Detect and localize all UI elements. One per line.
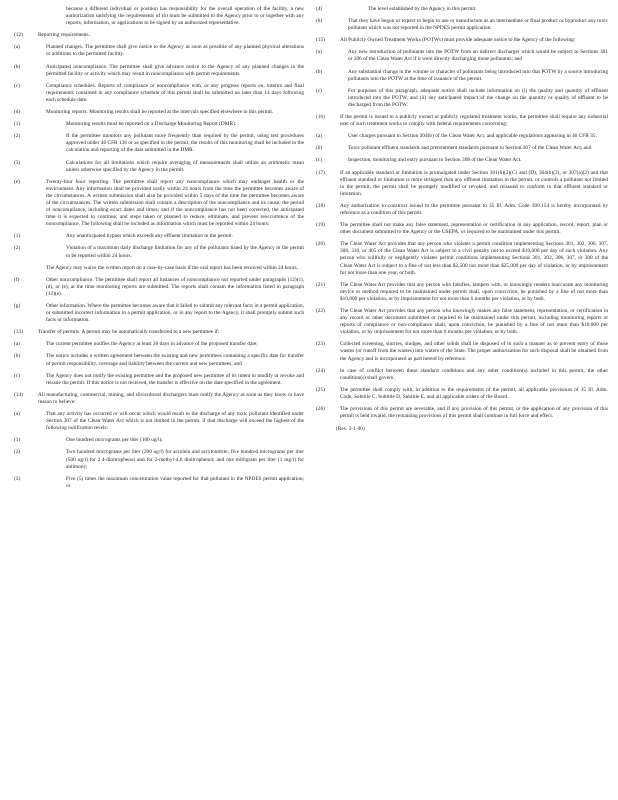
paragraph-text: Collected screening, slurries, sludges, and other solids shall be disposed of in such a manner as to prevent entry of those wastes (or runoff from the wastes) into waters of the State. The proper authorization for such disposal shall be obtained from the Agency and is incorporated as part hereof by reference. [340, 341, 608, 362]
paragraph-text: If the permit is issued to a publicly owned or publicly regulated treatment works, the permittee shall require any industrial user of such treatment works to comply with federal requirements concerning: [340, 114, 608, 128]
paragraph-l-12d1 [14, 121, 304, 128]
paragraph-number: (f) [14, 276, 20, 283]
paragraph-text: The current permittee notifies the Agency at least 30 days in advance of the proposed transfer date; [46, 341, 258, 348]
paragraph-text: Anticipated noncompliance. The permittee shall give advance notice to the Agency of any planned changes in the permitted facility or activity which may result in noncompliance with permit requirements. [46, 63, 304, 77]
paragraph-text: Any unanticipated bypass which exceeds any effluent limitation in the permit. [66, 233, 233, 240]
paragraph-text: In case of conflict between these standard conditions and any other condition(s) included in this permit, the other condition(s) shall govern. [340, 367, 608, 381]
paragraph-l-13c [14, 373, 304, 387]
paragraph-number: (b) [14, 353, 21, 360]
paragraph-text: Other noncompliance. The permittee shall report all instances of noncompliance not reported under paragraphs (12)(c), (d), or (e), at the time monitoring reports are submitted. The reports shall contain the information listed in paragraph (12)(e). [46, 276, 304, 297]
paragraph-text: The permittee shall comply with, in addition to the requirements of the permit, all applicable provisions of 35 Ill. Adm. Code, Subtitle C, Subtitle D, Subtitle E, and all applicable orders of the Board. [340, 386, 608, 400]
paragraph-l-12d3 [14, 160, 304, 174]
paragraph-text: Twenty-four hour reporting. The permittee shall report any noncompliance which may endanger health or the environment. Any information shall be provided orally within 24 hours from the time the permittee becomes aware of the circumstances. A written submission shall also be provided within 5 days of the time the permittee becomes aware of the circumstances. The written submission shall contain a description of the noncompliance and its cause; the period of noncompliance, including exact dates and times; and if the noncompliance has not been corrected, the anticipated time it is expected to continue; and steps taken or planned to reduce, eliminate, and prevent reoccurrence of the noncompliance. The following shall be included as information which must be reported within 24 hours: [46, 178, 304, 228]
paragraph-number: (c) [14, 82, 20, 89]
paragraph-number: (b) [316, 145, 323, 152]
paragraph-number: (2) [14, 245, 21, 252]
paragraph-number: (b) [316, 68, 323, 75]
paragraph-number: (16) [316, 114, 325, 121]
paragraph-r-25 [316, 387, 608, 401]
paragraph-number: (1) [14, 121, 21, 128]
paragraph-r-15b [316, 69, 608, 83]
paragraph-number: (21) [316, 281, 325, 288]
paragraph-text: Monitoring reports. Monitoring results shall be reported at the intervals specified elsewhere in this permit. [46, 109, 274, 116]
paragraph-r-17 [316, 170, 608, 198]
paragraph-r-18 [316, 203, 608, 217]
paragraph-text: Inspection, monitoring and entry pursuant to Section 308 of the Clean Water Act. [348, 157, 522, 164]
paragraph-text: The level established by the Agency in this permit. [368, 6, 477, 12]
paragraph-number: (3) [14, 475, 21, 482]
paragraph-r-16c [316, 157, 608, 164]
paragraph-r-14b [316, 18, 608, 32]
paragraph-text: The Clean Water Act provides that any person who falsifies, tampers with, or knowingly renders inaccurate any monitoring device or method required to be maintained under permit shall, upon conviction, be punished by a fine of not more than $10,000 per violation, or by imprisonment for not more than 6 months per violation, or by both. [340, 281, 608, 302]
paragraph-number: (19) [316, 222, 325, 229]
paragraph-number: (c) [14, 372, 20, 379]
paragraph-r-22 [316, 308, 608, 336]
paragraph-text: That any activity has occurred or will occur which would result in the discharge of any toxic pollutant identified under Section 307 of the Clean Water Act which is not limited in the permit, if that discharge will exceed the highest of the following notification levels: [46, 411, 304, 432]
paragraph-r-26 [316, 406, 608, 420]
paragraph-text: Any authorization to construct issued to the permittee pursuant to 35 Ill. Adm. Code 309.154 is hereby incorporated by reference as a condition of this permit. [340, 202, 608, 216]
paragraph-text: The Agency may waive the written report on a case-by-case basis if the oral report has been received within 24 hours. [46, 264, 298, 271]
paragraph-text: Two hundred micrograms per liter (200 ug/l) for acrolein and acrylonitrile; five hundred micrograms per liter (500 ug/l) for 2,4-dinitrophenol and for 2-methyl-4,6 dinitrophenol; and one milligram per liter (1 mg/l) for antimony; [66, 449, 304, 470]
paragraph-text: Toxic pollutant effluent standards and pretreatment standards pursuant to Section 307 of the Clean Water Act; and [348, 145, 592, 152]
paragraph-number: (12) [14, 32, 23, 39]
paragraph-number: (a) [14, 411, 20, 418]
paragraph-number: (a) [316, 133, 322, 140]
paragraph-number: (a) [316, 49, 322, 56]
paragraph-number: (20) [316, 241, 325, 248]
paragraph-r-23 [316, 341, 608, 362]
paragraph-l-12d2 [14, 133, 304, 154]
paragraph-r-20 [316, 241, 608, 276]
paragraph-r-19 [316, 222, 608, 236]
paragraph-number: (3) [14, 159, 21, 166]
paragraph-number: (23) [316, 341, 325, 348]
paragraph-l-14 [14, 392, 304, 406]
paragraph-l-12d [14, 109, 304, 116]
paragraph-l-14a2 [14, 449, 304, 470]
paragraph-number: (15) [316, 37, 325, 44]
paragraph-r-16 [316, 114, 608, 128]
paragraph-number: (a) [14, 44, 20, 51]
paragraph-number: (22) [316, 308, 325, 314]
paragraph-number: (2) [14, 449, 21, 456]
paragraph-text: The Clean Water Act provides that any person who knowingly makes any false statement, representation, or certification in any record or other document submitted or required to be maintained under this permit, including monitoring reports or reports of compliance or non-compliance shall, upon conviction, be punished by a fine of not more than $10,000 per violation, or by imprisonment for not more than 6 months per violation, or by both. [340, 308, 608, 336]
paragraph-r-16a [316, 133, 608, 140]
paragraph-number: (2) [14, 133, 21, 140]
paragraph-text: because a different individual or position has responsibility for the overall operation of the facility, a new authorization satisfying the requirements of (b) must be submitted to the Agency prior to or together with any reports, information, or applications to be signed by an authorized representative. [66, 6, 304, 27]
paragraph-r-16b [316, 145, 608, 152]
revision-note: (Rev. 3-1-90) [336, 426, 365, 433]
paragraph-l-14a1 [14, 437, 304, 444]
paragraph-number: (18) [316, 202, 325, 209]
paragraph-l-12c [14, 83, 304, 104]
paragraph-l-12g [14, 303, 304, 324]
paragraph-number: (1) [14, 437, 21, 444]
paragraph-l-12a [14, 44, 304, 58]
paragraph-text: If the permittee monitors any pollutant more frequently than required by the permit, using test procedures approved under 40 CFR 136 or as specified in the permit, the results of this monitoring shall be included in the calculation and reporting of the data submitted in the DMR. [66, 133, 304, 154]
paragraph-number: (e) [14, 178, 20, 185]
paragraph-number: (14) [14, 391, 23, 398]
paragraph-number: (g) [14, 303, 21, 309]
paragraph-text: All manufacturing, commercial, mining, and silvicultural dischargers must notify the Agency as soon as they know or have reason to believe: [38, 391, 304, 405]
paragraph-text: Monitoring results must be reported on a Discharge Monitoring Report (DMR). [66, 121, 237, 128]
paragraph-text: The Clean Water Act provides that any person who violates a permit condition implementing Sections 301, 302, 306, 307, 308, 318, or 405 of the Clean Water Act is subject to a civil penalty not to exceed $10,000 per day of such violation. Any person who willfully or negligently violates permit conditions implementing Sections 301, 302, 306, 307, or 308 of the Clean Water Act is subject to a fine of not less than $2,500 nor more than $25,000 per day of violation, or by imprisonment for not more than one year, or both. [340, 241, 608, 276]
paragraph-l-14a3 [14, 476, 304, 490]
paragraph-text: All Publicly Owned Treatment Works (POTWs) must provide adequate notice to the Agency of the following: [340, 37, 576, 44]
paragraph-number: (d) [14, 109, 21, 116]
paragraph-number: (c) [316, 87, 322, 94]
paragraph-text: The notice includes a written agreement between the existing and new permittees containing a specific date for transfer of permit responsibility, coverage and liability between the current and new permittees; and [46, 353, 304, 367]
paragraph-text: Any substantial change in the volume or character of pollutants being introduced into that POTW by a source introducing pollutants into the POTW at the time of issuance of the permit. [348, 68, 608, 82]
paragraph-text: Transfer of permits. A permit may be automatically transferred to a new permittee if: [38, 329, 220, 336]
paragraph-l-12e2 [14, 245, 304, 259]
paragraph-r-21 [316, 282, 608, 303]
paragraph-l-intro [14, 6, 304, 27]
paragraph-text: For purposes of this paragraph, adequate notice shall include information on (i) the quality and quantity of effluent introduced into the POTW, and (ii) any anticipated impact of the change on the quantity or quality of effluent to be discharged from the POTW. [348, 87, 608, 108]
paragraph-text: The provisions of this permit are severable, and if any provision of this permit, or the application of any provision of this permit is held invalid, the remaining provisions of this permit shall continue in full force and effect. [340, 406, 608, 420]
paragraph-r-15c [316, 88, 608, 109]
paragraph-text: Reporting requirements. [38, 32, 90, 39]
paragraph-l-12e [14, 179, 304, 229]
paragraph-number: (b) [14, 63, 21, 70]
paragraph-l-12e-waive [46, 265, 304, 272]
paragraph-r-15a [316, 49, 608, 63]
paragraph-text: Planned changes. The permittee shall give notice to the Agency as soon as possible of any planned physical alterations or additions to the permitted facility. [46, 44, 304, 58]
paragraph-text: If an applicable standard or limitation is promulgated under Section 301(b)(2)(C) and (D), 304(b)(2), or 307(a)(2) and that effluent standard or limitation is more stringent than any effluent limitation in the permit, or controls a pollutant not limited in the permit, the permit shall be promptly modified or revoked, and reissued to conform to that effluent standard or limitation. [340, 169, 608, 197]
paragraph-l-12e1 [14, 233, 304, 240]
paragraph-number: (24) [316, 367, 325, 374]
paragraph-text: Any new introduction of pollutants into the POTW from an indirect discharger which would be subject to Sections 301 or 306 of the Clean Water Act if it were directly discharging those pollutants; and [348, 49, 608, 63]
paragraph-r-15 [316, 37, 608, 44]
right-column [316, 6, 608, 433]
paragraph-text: Compliance schedules. Reports of compliance or noncompliance with, or any progress reports on, interim and final requirements contained in any compliance schedule of this permit shall be submitted no later than 14 days following each schedule date. [46, 82, 304, 103]
paragraph-l-12b [14, 64, 304, 78]
paragraph-r-14a4 [316, 6, 608, 13]
paragraph-text: User charges pursuant to Section 204(b) of the Clean Water Act, and applicable regulations appearing in 40 CFR 35; [348, 133, 597, 140]
paragraph-text: Five (5) times the maximum concentration value reported for that pollutant in the NPDES permit application; or [66, 475, 304, 489]
paragraph-l-13 [14, 329, 304, 336]
paragraph-text: Other information. Where the permittee becomes aware that it failed to submit any relevant facts in a permit application, or submitted incorrect information in a permit application, or in any report to the Agency, it shall promptly submit such facts or information. [46, 303, 304, 324]
paragraph-l-14a [14, 411, 304, 432]
paragraph-number: (a) [14, 341, 20, 348]
paragraph-l-12 [14, 32, 304, 39]
left-column [14, 6, 304, 495]
paragraph-text: That they have begun or expect to begin to use or manufacture as an intermediate or final product or byproduct any toxic pollutant which was not reported in the NPDES permit application. [348, 18, 608, 32]
paragraph-number: (13) [14, 329, 23, 336]
paragraph-number: (17) [316, 169, 325, 176]
paragraph-l-13b [14, 353, 304, 367]
paragraph-text: One hundred micrograms per liter (100 ug/l); [66, 437, 163, 444]
paragraph-number: (b) [316, 18, 323, 25]
paragraph-number: (4) [316, 6, 323, 12]
paragraph-r-24 [316, 368, 608, 382]
paragraph-number: (1) [14, 233, 21, 240]
paragraph-number: (25) [316, 386, 325, 393]
paragraph-text: The permittee shall not make any false statement, representation or certification in any application, record, report, plan or other document submitted to the Agency or the USEPA, or required to be maintained under this permit. [340, 222, 608, 236]
paragraph-number: (26) [316, 406, 325, 413]
paragraph-number: (c) [316, 157, 322, 164]
paragraph-l-13a [14, 341, 304, 348]
paragraph-text: Violation of a maximum daily discharge limitation for any of the pollutants listed by the Agency in the permit to be reported within 24 hours. [66, 245, 304, 259]
paragraph-l-12f [14, 277, 304, 298]
paragraph-text: The Agency does not notify the existing permittee and the proposed new permittee of its intent to modify or revoke and reissue the permit. If this notice is not received, the transfer is effective on the date specified in the agreement. [46, 372, 304, 386]
paragraph-text: Calculations for all limitations which require averaging of measurements shall utilize an arithmetic mean unless otherwise specified by the Agency in the permit. [66, 159, 304, 173]
